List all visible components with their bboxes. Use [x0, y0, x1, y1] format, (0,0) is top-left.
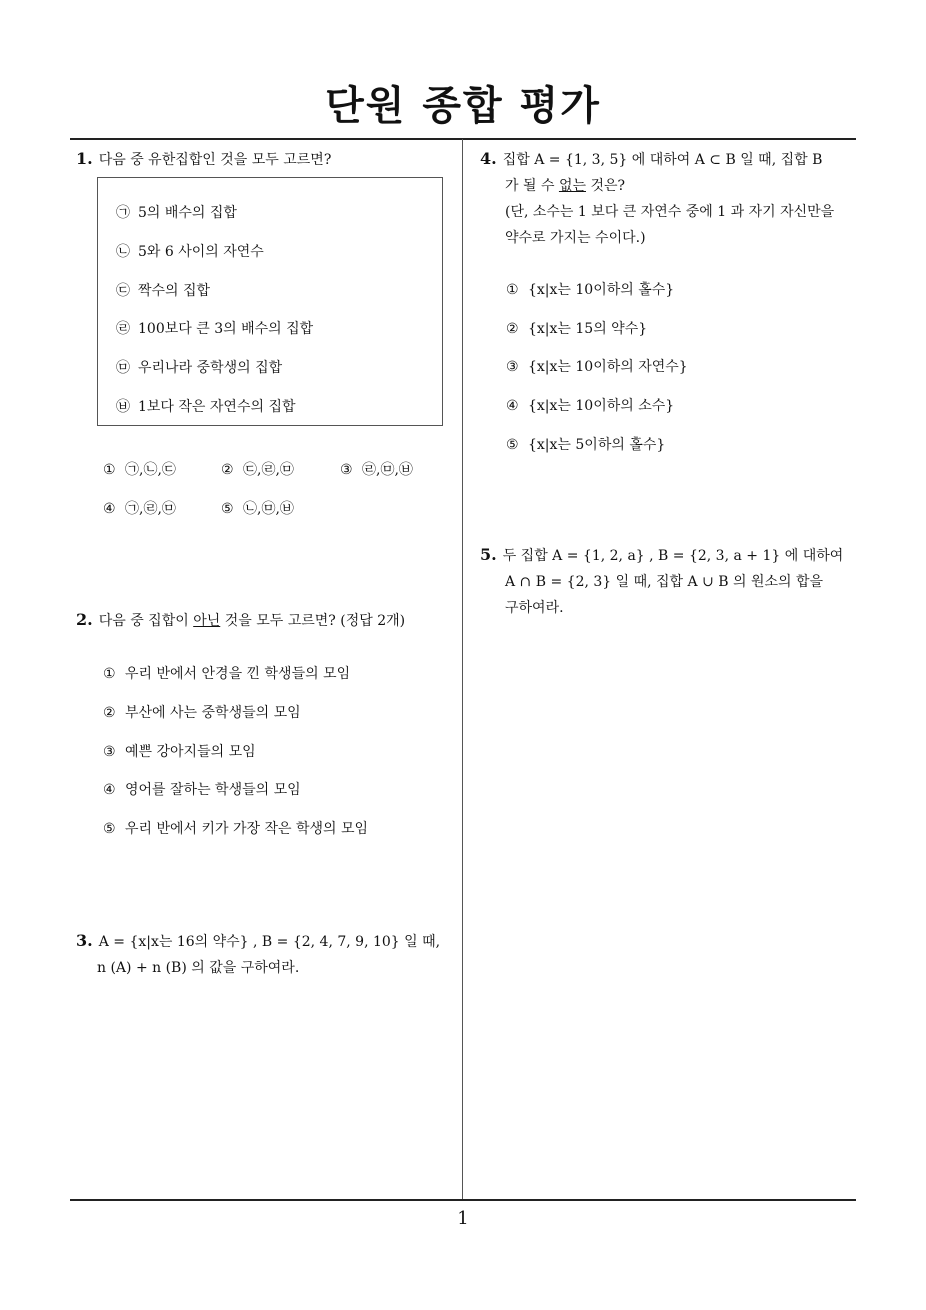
answer-option[interactable]: ⑤ ㉡,㉤,㉥ — [221, 501, 294, 517]
question-number: 1. — [76, 149, 93, 168]
answer-option[interactable]: ② ㉢,㉣,㉤ — [221, 462, 294, 478]
answer-option[interactable]: ② {x|x는 15의 약수} — [506, 321, 648, 337]
page-title: 단원 종합 평가 — [325, 83, 601, 129]
page-number: 1 — [457, 1208, 469, 1229]
box-item: ㉣ 100보다 큰 3의 배수의 집합 — [116, 321, 314, 337]
underlined-word: 아닌 — [193, 613, 221, 629]
question-1-choice-box — [97, 177, 443, 426]
answer-option[interactable]: ⑤ 우리 반에서 키가 가장 작은 학생의 모임 — [103, 821, 369, 837]
box-item: ㉥ 1보다 작은 자연수의 집합 — [116, 399, 296, 415]
underlined-word: 없는 — [558, 178, 586, 194]
question-1 — [76, 146, 331, 173]
answer-option[interactable]: ① {x|x는 10이하의 홀수} — [506, 282, 675, 298]
box-item: ㉠ 5의 배수의 집합 — [116, 205, 237, 221]
question-4: 4. 집합 A = {1, 3, 5} 에 대하여 A ⊂ B 일 때, 집합 B 가 될 수 없는 것은? (단, 소수는 1 보다 큰 자연수 중에 1 과 자기 자신만을 약수로 가지는 수이다.) — [480, 149, 835, 246]
answer-option[interactable]: ⑤ {x|x는 5이하의 홀수} — [506, 437, 666, 453]
question-2: 2. 다음 중 집합이 아닌 것을 모두 고르면? (정답 2개) — [76, 610, 406, 629]
answer-option[interactable]: ④ 영어를 잘하는 학생들의 모임 — [103, 782, 301, 798]
question-3: 3. A = {x|x는 16의 약수} , B = {2, 4, 7, 9, 10} 일 때, n (A) + n (B) 의 값을 구하여라. — [76, 931, 441, 976]
answer-option[interactable]: ② 부산에 사는 중학생들의 모임 — [103, 705, 301, 721]
box-item: ㉤ 우리나라 중학생의 집합 — [116, 360, 283, 376]
box-item: ㉢ 짝수의 집합 — [116, 283, 211, 299]
question-number: 5. — [480, 545, 497, 564]
answer-option[interactable]: ③ 예쁜 강아지들의 모임 — [103, 744, 256, 760]
top-rule — [70, 138, 856, 140]
answer-option[interactable]: ③ ㉣,㉤,㉥ — [340, 462, 413, 478]
bottom-rule — [70, 1199, 856, 1201]
question-text: 다음 중 유한집합인 것을 모두 고르면? — [98, 152, 332, 168]
column-divider — [462, 139, 463, 1200]
answer-option[interactable]: ① 우리 반에서 안경을 낀 학생들의 모임 — [103, 666, 351, 682]
answer-option[interactable]: ④ ㉠,㉣,㉤ — [103, 501, 176, 517]
answer-option[interactable]: ④ {x|x는 10이하의 소수} — [506, 398, 675, 414]
box-item: ㉡ 5와 6 사이의 자연수 — [116, 244, 264, 260]
question-number: 2. — [76, 610, 93, 629]
question-number: 3. — [76, 931, 93, 950]
question-number: 4. — [480, 149, 497, 168]
answer-option[interactable]: ③ {x|x는 10이하의 자연수} — [506, 359, 688, 375]
answer-option[interactable]: ① ㉠,㉡,㉢ — [103, 462, 176, 478]
question-5: 5. 두 집합 A = {1, 2, a} , B = {2, 3, a + 1} 에 대하여 A ∩ B = {2, 3} 일 때, 집합 A ∪ B 의 원소의 합을 구하여라. — [480, 545, 844, 616]
